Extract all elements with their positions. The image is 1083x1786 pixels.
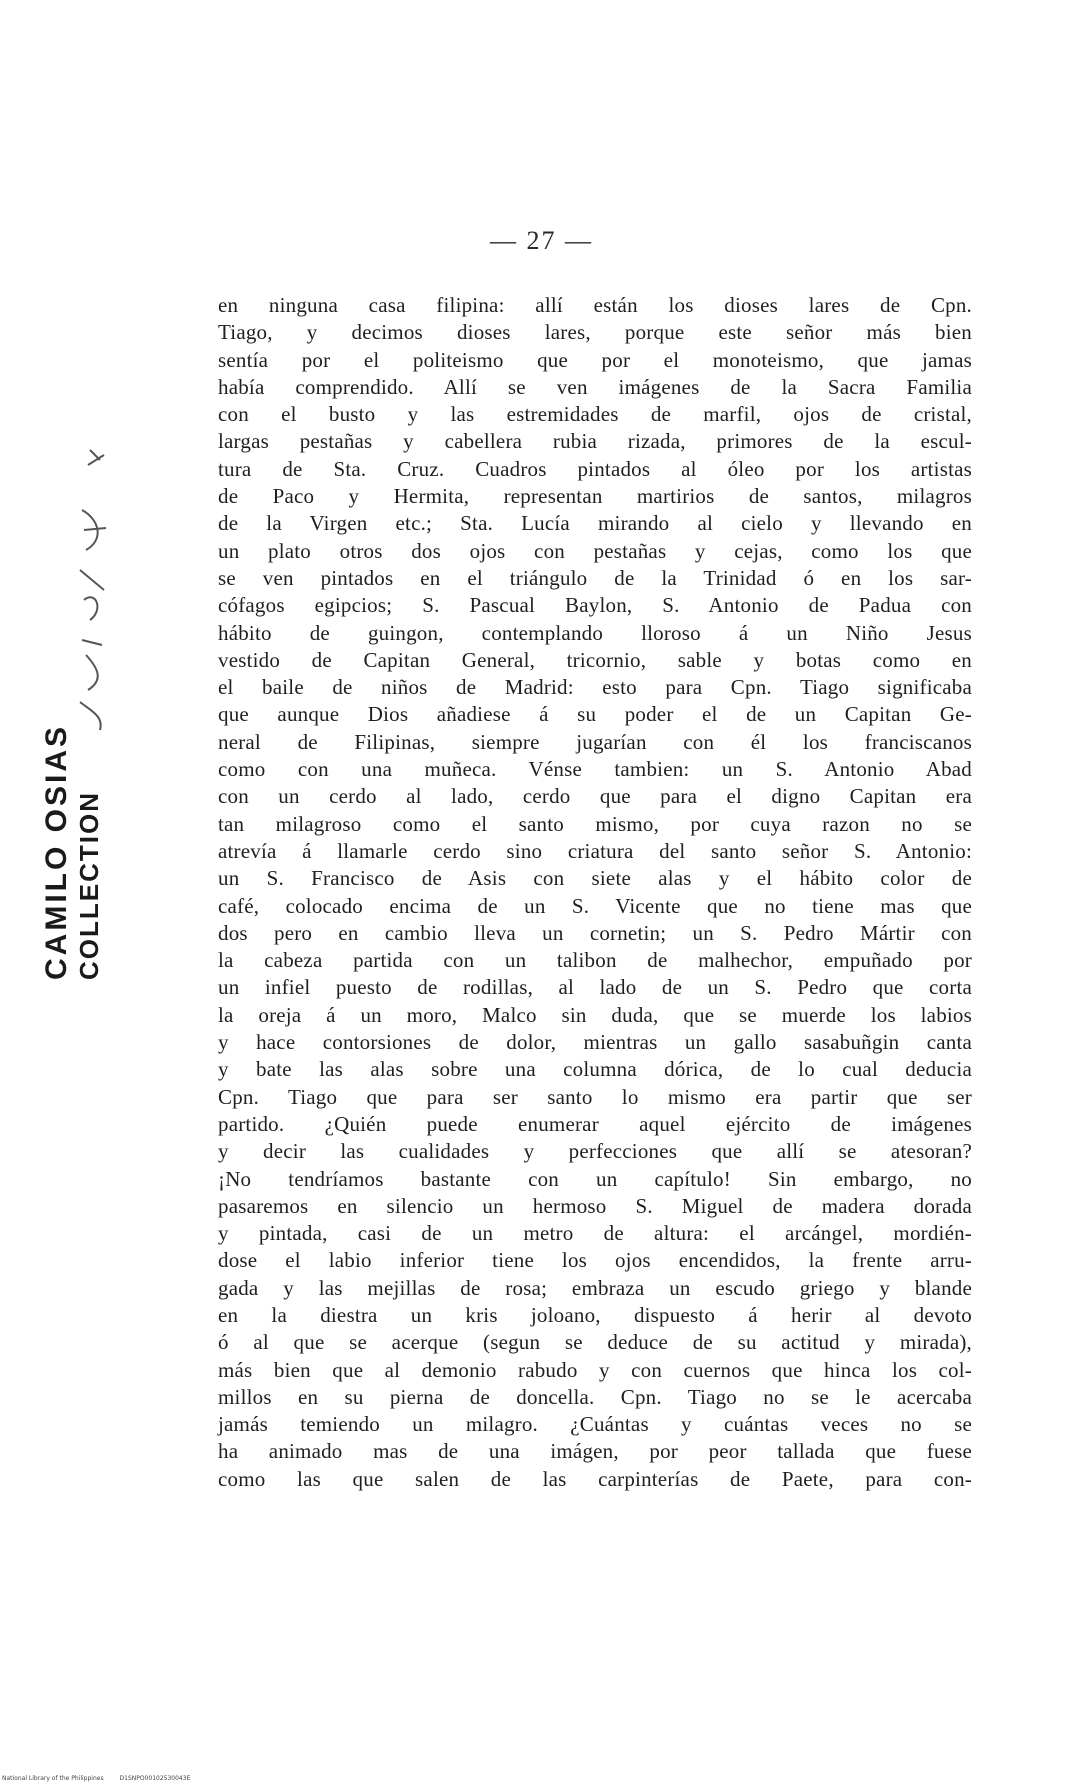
text-line: la cabeza partida con un talibon de malhechor, empuñado por xyxy=(218,948,972,973)
text-line: en ninguna casa filipina: allí están los dioses lares de Cpn. xyxy=(218,293,972,317)
text-line: hábito de guingon, contemplando lloroso á un Niño Jesus xyxy=(218,620,972,645)
text-line: un plato otros dos ojos con pestañas y cejas, como los que xyxy=(218,538,972,563)
text-line: gada y las mejillas de rosa; embraza un escudo griego y blande xyxy=(218,1275,972,1300)
text-line: un infiel puesto de rodillas, al lado de un S. Pedro que corta xyxy=(218,975,972,1000)
text-line: Cpn. Tiago que para ser santo lo mismo era partir que ser xyxy=(218,1084,972,1109)
text-line: se ven pintados en el triángulo de la Trinidad ó en los sar- xyxy=(218,565,972,590)
text-line: que aunque Dios añadiese á su poder el de un Capitan Ge- xyxy=(218,702,972,727)
text-line: dose el labio inferior tiene los ojos encendidos, la frente arru- xyxy=(218,1248,972,1273)
text-line: cófagos egipcios; S. Pascual Baylon, S. Antonio de Padua con xyxy=(218,593,972,618)
text-line: y bate las alas sobre una columna dórica, de lo cual deducia xyxy=(218,1057,972,1082)
footer-id: D1SNPO00102530043E xyxy=(119,1775,191,1782)
text-line: ha animado mas de una imágen, por peor tallada que fuese xyxy=(218,1439,972,1464)
text-line: la oreja á un moro, Malco sin duda, que se muerde los labios xyxy=(218,1002,972,1027)
page-footer xyxy=(2,1775,204,1782)
text-line: ¡No tendríamos bastante con un capítulo! Sin embargo, no xyxy=(218,1166,972,1191)
text-line: como con una muñeca. Vénse tambien: un S. Antonio Abad xyxy=(218,757,972,782)
text-line: vestido de Capitan General, tricornio, sable y botas como en xyxy=(218,647,972,672)
text-line: de la Virgen etc.; Sta. Lucía mirando al cielo y llevando en xyxy=(218,511,972,536)
text-line: dos pero en cambio lleva un cornetin; un S. Pedro Mártir con xyxy=(218,920,972,945)
text-line: Tiago, y decimos dioses lares, porque este señor más bien xyxy=(218,320,972,345)
text-line: con un cerdo al lado, cerdo que para el digno Capitan era xyxy=(218,784,972,809)
text-line: partido. ¿Quién puede enumerar aquel ejército de imágenes xyxy=(218,1111,972,1136)
stamp-line-name: CAMILO OSIAS xyxy=(40,723,73,980)
body-text xyxy=(218,292,972,1493)
text-line: el baile de niños de Madrid: esto para Cpn. Tiago significaba xyxy=(218,675,972,700)
text-line: jamás temiendo un milagro. ¿Cuántas y cuántas veces no se xyxy=(218,1412,972,1437)
text-line: café, colocado encima de un S. Vicente que no tiene mas que xyxy=(218,893,972,918)
text-line: más bien que al demonio rabudo y con cuernos que hinca los col- xyxy=(218,1357,972,1382)
text-line: había comprendido. Allí se ven imágenes de la Sacra Familia xyxy=(218,374,972,399)
text-line: con el busto y las estremidades de marfil, ojos de cristal, xyxy=(218,402,972,427)
page-number: — 27 — xyxy=(490,226,593,255)
stamp-line-collection: COLLECTION xyxy=(74,791,104,980)
text-line: largas pestañas y cabellera rubia rizada, primores de la escul- xyxy=(218,429,972,454)
text-line: millos en su pierna de doncella. Cpn. Tiago no se le acercaba xyxy=(218,1384,972,1409)
text-line: un S. Francisco de Asis con siete alas y el hábito color de xyxy=(218,866,972,891)
text-line: y decir las cualidades y perfecciones que allí se atesoran? xyxy=(218,1139,972,1164)
text-line: tura de Sta. Cruz. Cuadros pintados al óleo por los artistas xyxy=(218,456,972,481)
text-line: en la diestra un kris joloano, dispuesto á herir al devoto xyxy=(218,1302,972,1327)
text-line: neral de Filipinas, siempre jugarían con él los franciscanos xyxy=(218,729,972,754)
text-line: y hace contorsiones de dolor, mientras un gallo sasabuñgin canta xyxy=(218,1030,972,1055)
text-line: atrevía á llamarle cerdo sino criatura del santo señor S. Antonio: xyxy=(218,838,972,863)
text-line: sentía por el politeismo que por el monoteismo, que jamas xyxy=(218,347,972,372)
text-line: y pintada, casi de un metro de altura: el arcángel, mordién- xyxy=(218,1221,972,1246)
text-line: pasaremos en silencio un hermoso S. Miguel de madera dorada xyxy=(218,1193,972,1218)
text-line: ó al que se acerque (segun se deduce de su actitud y mirada), xyxy=(218,1330,972,1355)
collection-stamp xyxy=(40,680,130,1000)
footer-library: National Library of the Philippines xyxy=(2,1775,104,1782)
text-line: de Paco y Hermita, representan martirios de santos, milagros xyxy=(218,484,972,509)
text-line: como las que salen de las carpinterías de Paete, para con- xyxy=(218,1466,972,1491)
text-line: tan milagroso como el santo mismo, por cuya razon no se xyxy=(218,811,972,836)
